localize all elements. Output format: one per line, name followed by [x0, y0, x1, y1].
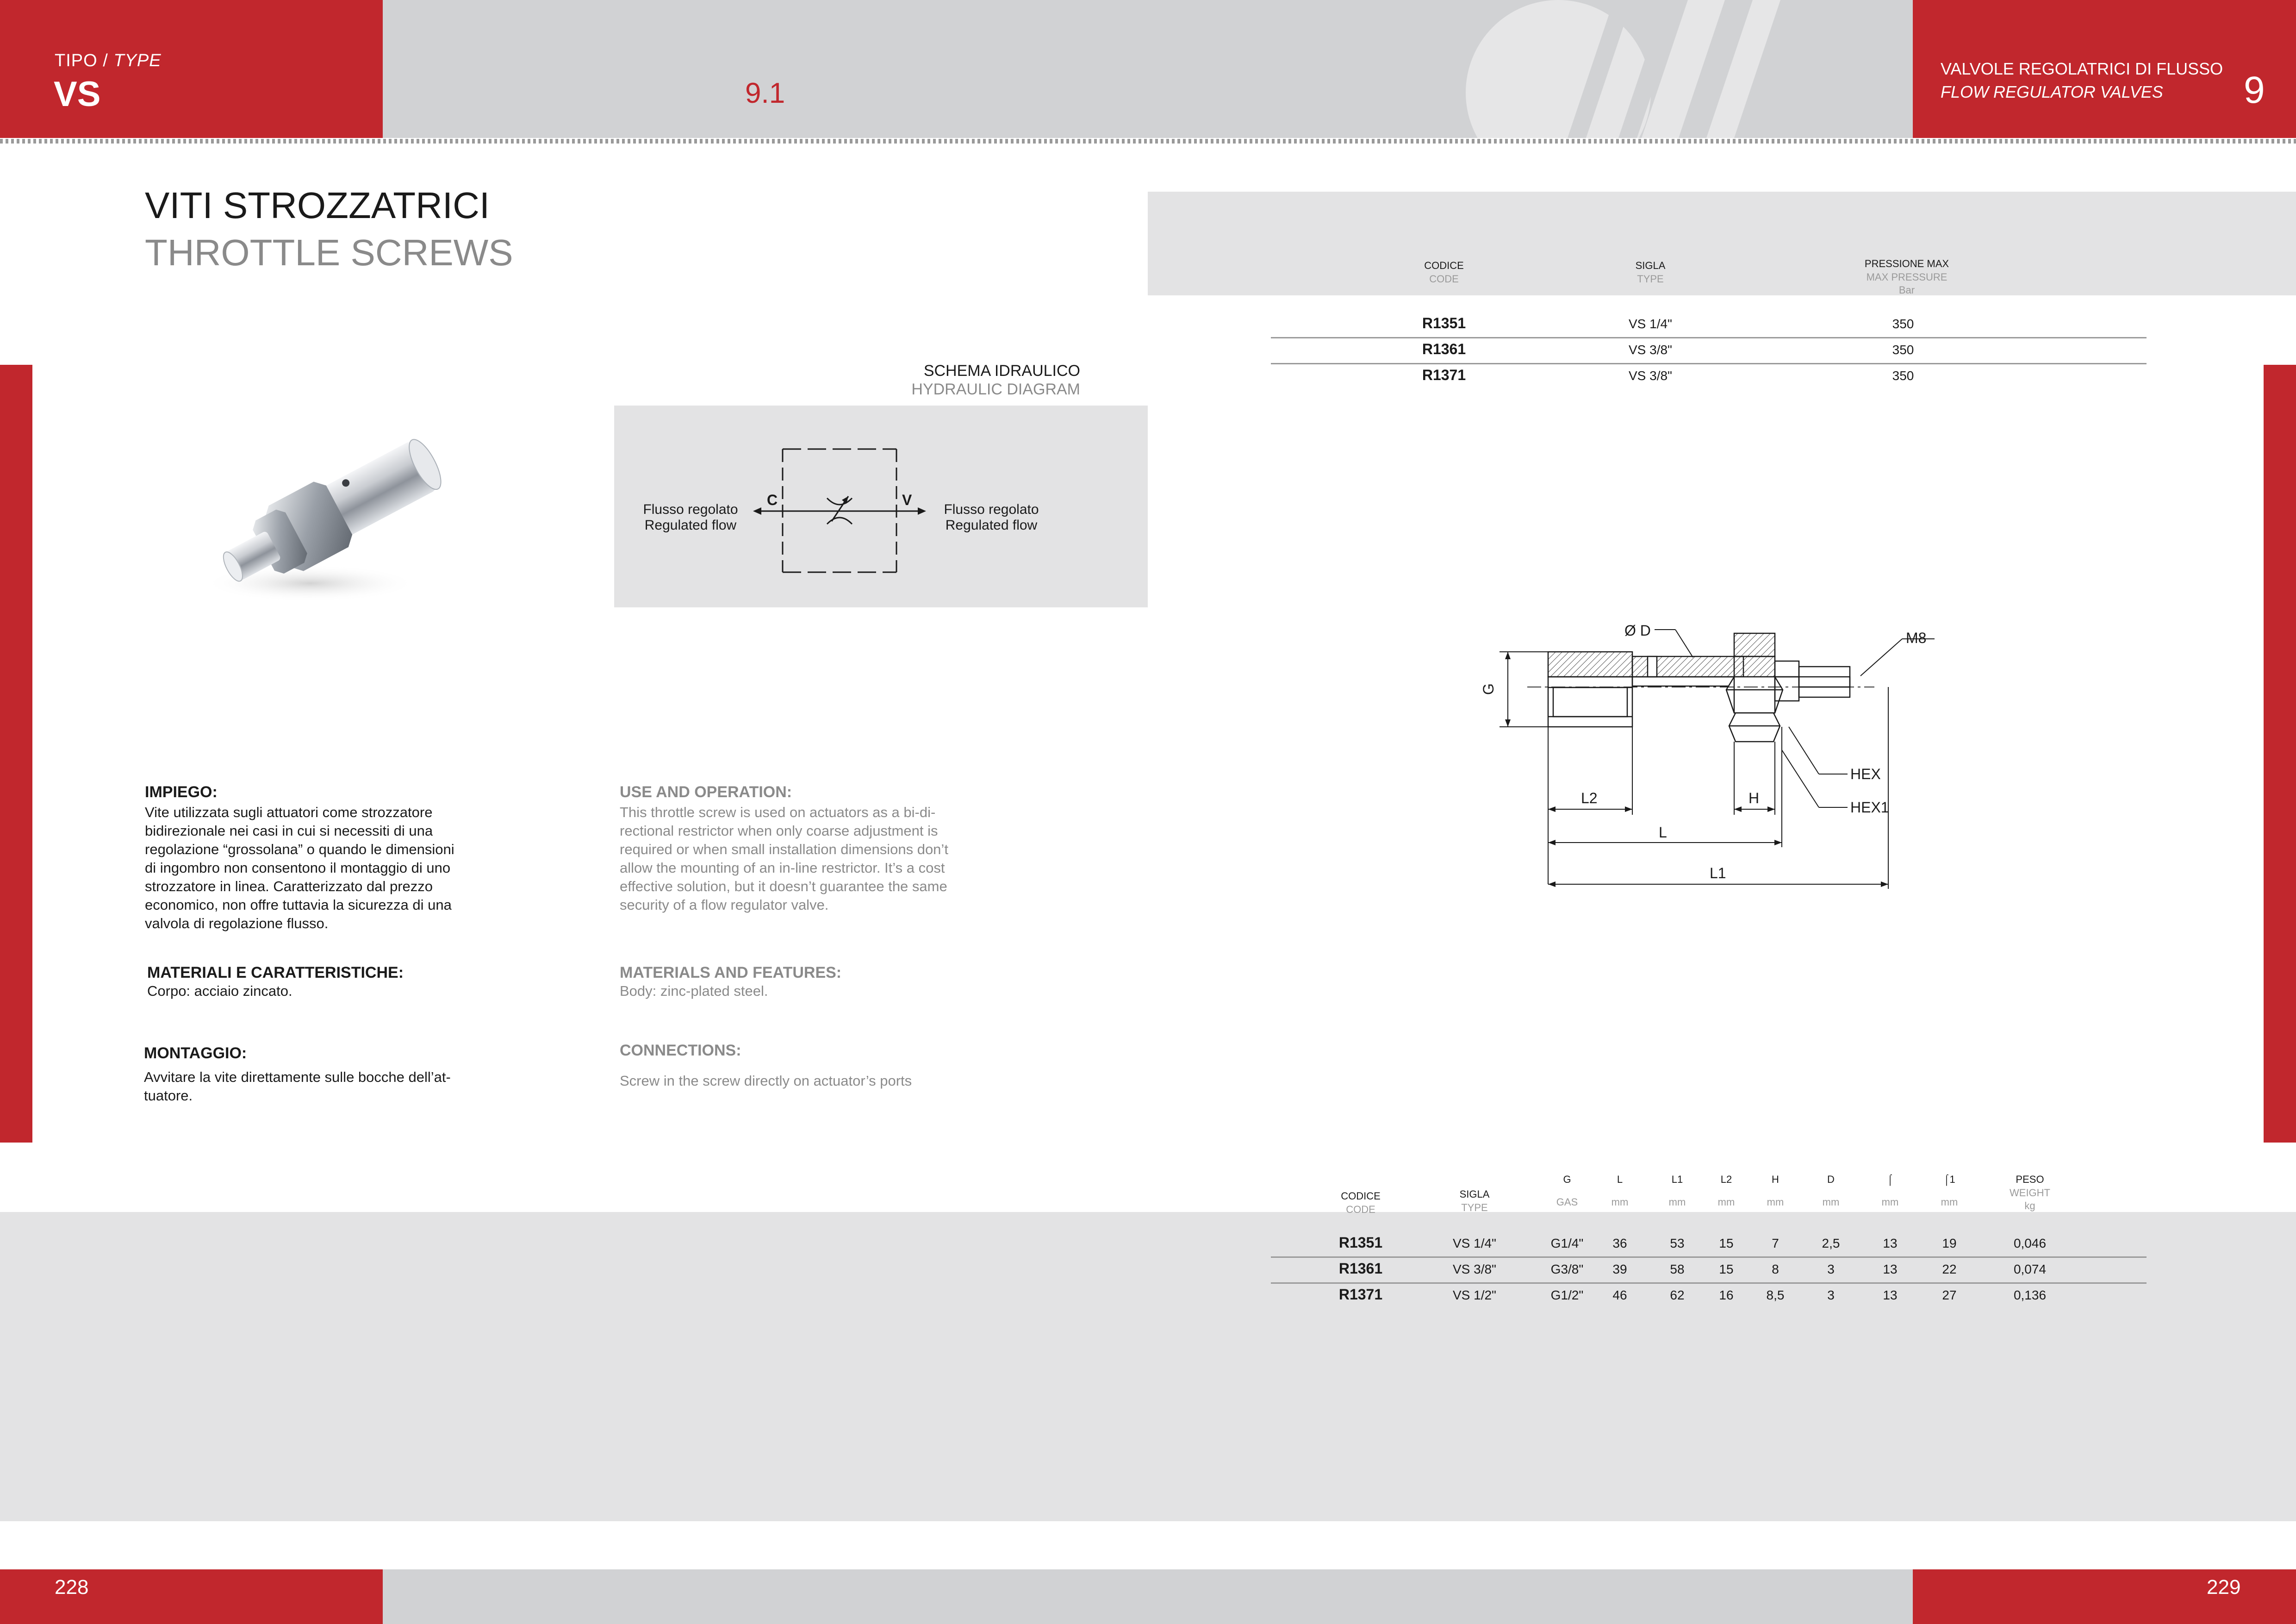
dim-cell-l: 46 [1612, 1288, 1627, 1302]
montaggio-heading: MONTAGGIO: [144, 1044, 247, 1062]
th-sub: TYPE [1637, 273, 1664, 285]
page-title-en: THROTTLE SCREWS [145, 232, 513, 273]
dimensions-table [1271, 1171, 2147, 1310]
montaggio-line: tuatore. [144, 1087, 193, 1104]
th-main: ⌠1 [1943, 1174, 1955, 1185]
th-sub: mm [1668, 1196, 1686, 1208]
th-main: PESO [2016, 1174, 2044, 1185]
th-main: D [1827, 1174, 1835, 1185]
dim-m8-label: M8 [1906, 630, 1927, 646]
dim-cell-hex1: 22 [1942, 1262, 1957, 1276]
connections-section [620, 1042, 1018, 1090]
row-divider [1271, 337, 2147, 338]
port-v-label: V [902, 492, 912, 508]
brand-stripes-graphic [383, 0, 1913, 138]
impiego-line: valvola di regolazione flusso. [145, 915, 329, 931]
materiali-heading: MATERIALI E CARATTERISTICHE: [147, 964, 404, 981]
page-title-it: VITI STROZZATRICI [145, 185, 490, 226]
th-unit: Bar [1898, 284, 1915, 296]
th-sub: CODE [1346, 1203, 1375, 1215]
section-number: 9.1 [745, 77, 785, 109]
port-c-label: C [767, 492, 778, 508]
impiego-line: Vite utilizzata sugli attuatori come strozzatore [145, 804, 433, 820]
row-divider [1271, 1256, 2147, 1258]
impiego-line: bidirezionale nei casi in cui si necessiti di una [145, 823, 433, 839]
header-dotted-rule [0, 139, 2296, 144]
th-main: CODICE [1424, 260, 1464, 271]
right-side-bar [2264, 365, 2296, 1143]
impiego-line: strozzatore in linea. Caratterizzato dal prezzo [145, 878, 433, 894]
dim-cell-type: VS 1/4" [1453, 1236, 1496, 1250]
dim-cell-h: 7 [1772, 1236, 1779, 1250]
th-sub: mm [1881, 1196, 1899, 1208]
th-sub: mm [1941, 1196, 1958, 1208]
impiego-body [145, 803, 524, 933]
dim-od-label: Ø D [1624, 622, 1651, 639]
th-sub: MAX PRESSURE [1866, 271, 1948, 283]
hydraulic-title-en: HYDRAULIC DIAGRAM [911, 381, 1080, 398]
use-section [620, 783, 1018, 914]
left-side-bar [0, 365, 32, 1143]
chapter-number: 9 [2244, 69, 2265, 111]
th-main: L1 [1671, 1174, 1683, 1185]
hydraulic-title-it: SCHEMA IDRAULICO [923, 362, 1080, 380]
dim-cell-code: R1371 [1338, 1286, 1383, 1303]
dim-cell-l: 39 [1612, 1262, 1627, 1276]
right-flow-label [933, 502, 1049, 533]
th-main: G [1563, 1174, 1571, 1185]
th-sub: GAS [1556, 1196, 1578, 1208]
hydraulic-diagram-box [614, 406, 1148, 607]
dim-cell-h: 8,5 [1766, 1288, 1785, 1302]
dim-cell-l2: 15 [1719, 1262, 1734, 1276]
dim-cell-hex: 13 [1883, 1288, 1898, 1302]
materiali-section [147, 964, 527, 1000]
use-line: allow the mounting of an in-line restrictor. It’s a cost [620, 860, 945, 876]
dim-l-label: L [1659, 824, 1667, 841]
page-number-right: 229 [2207, 1576, 2241, 1599]
use-line: effective solution, but it doesn’t guarantee the same [620, 878, 947, 894]
dim-cell-l2: 16 [1719, 1288, 1734, 1302]
dim-cell-d: 3 [1827, 1262, 1835, 1276]
pressure-th-type [1604, 259, 1697, 286]
use-heading: USE AND OPERATION: [620, 783, 792, 801]
right-flow-label-it: Flusso regolato [944, 502, 1039, 517]
dim-th-g [1544, 1173, 1590, 1209]
impiego-line: economico, non offre tuttavia la sicurezza di una [145, 897, 452, 913]
th-main: PRESSIONE MAX [1864, 258, 1949, 269]
materials-heading: MATERIALS AND FEATURES: [620, 964, 842, 981]
dim-l1-label: L1 [1710, 865, 1726, 881]
pressure-th-code [1398, 259, 1490, 286]
row-divider [1271, 363, 2147, 364]
pressure-row-code: R1361 [1422, 341, 1466, 357]
use-line: required or when small installation dimensions don’t [620, 841, 948, 857]
type-label [55, 51, 162, 71]
dim-cell-hex1: 27 [1942, 1288, 1957, 1302]
dim-th-hex [1872, 1173, 1909, 1209]
montaggio-body [144, 1068, 523, 1105]
type-label-en: TYPE [113, 51, 162, 70]
th-main: L [1617, 1174, 1623, 1185]
dim-cell-weight: 0,074 [2013, 1262, 2047, 1276]
left-flow-label-en: Regulated flow [644, 518, 737, 533]
dim-cell-g: G1/4" [1550, 1236, 1584, 1250]
dim-cell-code: R1361 [1338, 1260, 1383, 1277]
dim-cell-l1: 62 [1670, 1288, 1685, 1302]
dim-cell-hex: 13 [1883, 1236, 1898, 1250]
th-main: SIGLA [1635, 260, 1666, 271]
th-sub: mm [1611, 1196, 1629, 1208]
type-value: VS [54, 75, 101, 114]
th-sub: WEIGHT [2010, 1187, 2050, 1199]
dim-th-weight [2002, 1173, 2058, 1213]
montaggio-section [144, 1044, 523, 1105]
page-number-left: 228 [55, 1576, 89, 1599]
th-main: CODICE [1341, 1190, 1381, 1202]
dim-cell-d: 3 [1827, 1288, 1835, 1302]
right-flow-label-en: Regulated flow [945, 518, 1038, 533]
pressure-th-max [1851, 257, 1962, 297]
dim-cell-l: 36 [1612, 1236, 1627, 1250]
dim-cell-hex1: 19 [1942, 1236, 1957, 1250]
materials-section [620, 964, 1018, 1000]
th-unit: kg [2024, 1200, 2035, 1212]
dim-cell-weight: 0,136 [2013, 1288, 2047, 1302]
dim-th-l1 [1659, 1173, 1696, 1209]
pressure-row-code: R1371 [1422, 367, 1466, 383]
technical-drawing [1472, 611, 1935, 898]
pressure-row-type: VS 1/4" [1629, 317, 1672, 331]
dim-th-l [1601, 1173, 1638, 1209]
product-photo [194, 417, 481, 620]
th-main: SIGLA [1459, 1188, 1490, 1200]
pressure-table-header-bg [1148, 192, 2296, 295]
dim-cell-code: R1351 [1338, 1234, 1383, 1251]
connections-body: Screw in the screw directly on actuator’s ports [620, 1073, 912, 1089]
dim-g-label: G [1480, 683, 1497, 695]
use-body [620, 803, 1018, 914]
footer-middle-panel [383, 1569, 1913, 1624]
category-title-en: FLOW REGULATOR VALVES [1941, 82, 2163, 101]
type-label-sep: / [103, 51, 108, 70]
pressure-row-value: 350 [1892, 317, 1914, 331]
dim-cell-type: VS 1/2" [1453, 1288, 1496, 1302]
pressure-row-type: VS 3/8" [1629, 343, 1672, 357]
th-sub: mm [1767, 1196, 1784, 1208]
dim-cell-g: G3/8" [1550, 1262, 1584, 1276]
impiego-section [145, 783, 524, 933]
pressure-row-type: VS 3/8" [1629, 369, 1672, 383]
section-drawing [1472, 611, 1935, 898]
th-main: H [1772, 1174, 1779, 1185]
row-divider [1271, 1282, 2147, 1284]
impiego-line: di ingombro non consentono il montaggio di uno [145, 860, 451, 876]
th-main: L2 [1720, 1174, 1732, 1185]
left-flow-label [633, 502, 748, 533]
dim-th-d [1812, 1173, 1849, 1209]
dim-cell-l2: 15 [1719, 1236, 1734, 1250]
impiego-heading: IMPIEGO: [145, 783, 218, 801]
dim-th-hex1 [1931, 1173, 1968, 1209]
dim-cell-weight: 0,046 [2013, 1236, 2047, 1250]
dim-cell-type: VS 3/8" [1453, 1262, 1496, 1276]
use-line: rectional restrictor when only coarse adjustment is [620, 823, 938, 839]
dim-cell-g: G1/2" [1550, 1288, 1584, 1302]
th-main: ⌠ [1887, 1174, 1893, 1185]
materials-body: Body: zinc-plated steel. [620, 983, 768, 999]
montaggio-line: Avvitare la vite direttamente sulle bocche dell’at- [144, 1069, 451, 1085]
materiali-body: Corpo: acciaio zincato. [147, 983, 292, 999]
dim-hex-label: HEX [1850, 766, 1881, 782]
dim-cell-d: 2,5 [1822, 1236, 1840, 1250]
type-label-it: TIPO [55, 51, 98, 70]
dim-l2-label: L2 [1581, 790, 1598, 806]
dim-th-type [1437, 1188, 1512, 1214]
use-line: This throttle screw is used on actuators as a bi-di- [620, 804, 936, 820]
category-title-it: VALVOLE REGOLATRICI DI FLUSSO [1941, 59, 2223, 78]
dim-h-label: H [1748, 790, 1760, 806]
pressure-table-body [1271, 314, 2147, 383]
dim-th-h [1757, 1173, 1794, 1209]
dim-cell-hex: 13 [1883, 1262, 1898, 1276]
th-sub: mm [1717, 1196, 1735, 1208]
left-flow-label-it: Flusso regolato [643, 502, 738, 517]
dim-cell-h: 8 [1772, 1262, 1779, 1276]
dim-cell-l1: 53 [1670, 1236, 1685, 1250]
connections-heading: CONNECTIONS: [620, 1042, 741, 1059]
th-sub: mm [1822, 1196, 1840, 1208]
header-middle-panel [383, 0, 1913, 138]
dim-th-l2 [1708, 1173, 1745, 1209]
use-line: security of a flow regulator valve. [620, 897, 829, 913]
th-sub: TYPE [1461, 1201, 1488, 1213]
dim-hex1-label: HEX1 [1850, 799, 1889, 816]
impiego-line: regolazione “grossolana” o quando le dimensioni [145, 841, 454, 857]
dim-th-code [1324, 1190, 1398, 1216]
pressure-row-code: R1351 [1422, 315, 1466, 331]
dim-cell-l1: 58 [1670, 1262, 1685, 1276]
pressure-row-value: 350 [1892, 369, 1914, 383]
pressure-row-value: 350 [1892, 343, 1914, 357]
th-sub: CODE [1429, 273, 1459, 285]
